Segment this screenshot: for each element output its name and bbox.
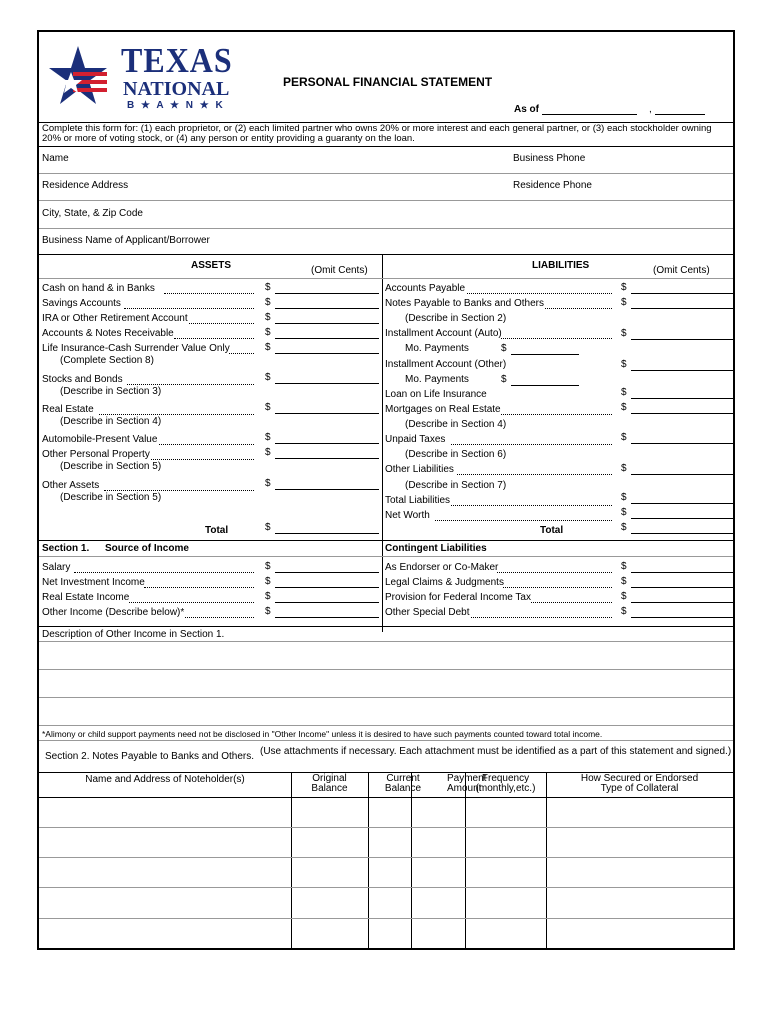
installment-other-field[interactable] <box>631 370 733 371</box>
col-current-l1: Current <box>386 773 420 784</box>
salary-field[interactable] <box>275 572 379 573</box>
col-payment-l1: Payment <box>447 773 487 784</box>
dollar-sign: $ <box>621 328 627 339</box>
col-original-l1: Original <box>312 773 347 784</box>
dollar-sign: $ <box>621 606 627 617</box>
logo-bank: B ★ A ★ N ★ K <box>127 100 225 111</box>
section1-heading: Section 1. <box>42 543 90 554</box>
asset-stocks: Stocks and Bonds <box>42 374 123 385</box>
automobile-amount-field[interactable] <box>275 443 379 444</box>
liab-accounts-payable: Accounts Payable <box>385 283 466 294</box>
dollar-sign: $ <box>265 342 271 353</box>
section1-title: Source of Income <box>105 543 189 554</box>
unpaid-taxes-field[interactable] <box>631 443 733 444</box>
dollar-sign: $ <box>621 359 627 370</box>
investment-income-field[interactable] <box>275 587 379 588</box>
liab-notes-sub: (Describe in Section 2) <box>405 313 507 324</box>
liab-other-liabilities: Other Liabilities <box>385 464 454 475</box>
notes-payable-table-rows[interactable] <box>39 798 733 948</box>
savings-amount-field[interactable] <box>275 308 379 309</box>
asset-personal-property-sub: (Describe in Section 5) <box>60 461 162 472</box>
dollar-sign: $ <box>501 374 507 385</box>
liab-other-mo-payments: Mo. Payments <box>405 374 469 385</box>
col-frequency-l2: (monthly,etc.) <box>475 783 536 794</box>
asset-receivable: Accounts & Notes Receivable <box>42 328 174 339</box>
dollar-sign: $ <box>265 312 271 323</box>
as-of-year-field[interactable] <box>655 114 705 115</box>
liab-other-sub: (Describe in Section 7) <box>405 480 507 491</box>
asset-other: Other Assets <box>42 480 100 491</box>
other-income-description-field[interactable] <box>39 642 733 725</box>
income-salary: Salary <box>42 562 71 573</box>
dollar-sign: $ <box>621 282 627 293</box>
contingent-endorser: As Endorser or Co-Maker <box>385 562 499 573</box>
logo-texas: TEXAS <box>121 40 233 80</box>
dollar-sign: $ <box>621 591 627 602</box>
dollar-sign: $ <box>621 507 627 518</box>
other-income-field[interactable] <box>275 617 379 618</box>
liab-unpaid-taxes: Unpaid Taxes <box>385 434 446 445</box>
name-label: Name <box>42 153 69 164</box>
real-estate-income-field[interactable] <box>275 602 379 603</box>
contingent-heading: Contingent Liabilities <box>385 543 487 554</box>
col-payment-l2: Amount <box>447 783 482 794</box>
legal-claims-field[interactable] <box>631 587 733 588</box>
asset-stocks-sub: (Describe in Section 3) <box>60 386 162 397</box>
residence-address-label: Residence Address <box>42 180 129 191</box>
dollar-sign: $ <box>265 591 271 602</box>
assets-total-label: Total <box>205 525 229 536</box>
liab-net-worth: Net Worth <box>385 510 430 521</box>
other-mo-payments-field[interactable] <box>511 385 579 386</box>
stocks-amount-field[interactable] <box>275 383 379 384</box>
section2-note: (Use attachments if necessary. Each attachment must be identified as a part of this statement and signed.) <box>260 746 732 757</box>
dollar-sign: $ <box>501 343 507 354</box>
dollar-sign: $ <box>265 606 271 617</box>
dollar-sign: $ <box>265 282 271 293</box>
col-frequency-l1: Frequency <box>481 773 530 784</box>
asset-cash: Cash on hand & in Banks <box>42 283 155 294</box>
col-collateral-l2: Type of Collateral <box>600 783 679 794</box>
asset-real-estate-sub: (Describe in Section 4) <box>60 416 162 427</box>
income-other: Other Income (Describe below)* <box>42 607 185 618</box>
contingent-special-debt: Other Special Debt <box>385 607 470 618</box>
col-current-balance <box>368 774 438 794</box>
federal-tax-field[interactable] <box>631 602 733 603</box>
business-name-label: Business Name of Applicant/Borrower <box>42 235 210 246</box>
financial-statement-form <box>37 30 735 950</box>
personal-property-amount-field[interactable] <box>275 458 379 459</box>
income-investment: Net Investment Income <box>42 577 145 588</box>
mortgages-field[interactable] <box>631 413 733 414</box>
instructions: Complete this form for: (1) each proprietor, or (2) each limited partner who owns 20% or more interest and each general partner, or (3) each stockholder owning 20% or more of voting stock, or (4) any person or entity providing a guaranty on the loan. <box>42 123 712 144</box>
city-state-zip-label: City, State, & Zip Code <box>42 208 143 219</box>
life-insurance-amount-field[interactable] <box>275 353 379 354</box>
dollar-sign: $ <box>621 492 627 503</box>
liab-mortgages-sub: (Describe in Section 4) <box>405 419 507 430</box>
other-assets-amount-field[interactable] <box>275 489 379 490</box>
dollar-sign: $ <box>265 297 271 308</box>
asset-other-sub: (Describe in Section 5) <box>60 492 162 503</box>
liab-unpaid-sub: (Describe in Section 6) <box>405 449 507 460</box>
asset-real-estate: Real Estate <box>42 404 94 415</box>
dollar-sign: $ <box>621 432 627 443</box>
as-of-date-field[interactable] <box>542 114 637 115</box>
loan-life-field[interactable] <box>631 398 733 399</box>
other-liabilities-field[interactable] <box>631 474 733 475</box>
liabilities-heading: LIABILITIES <box>532 260 590 271</box>
logo-national: NATIONAL <box>123 78 230 100</box>
business-phone-label: Business Phone <box>513 153 586 164</box>
col-collateral <box>546 774 733 794</box>
asset-automobile: Automobile-Present Value <box>42 434 158 445</box>
accounts-payable-field[interactable] <box>631 293 733 294</box>
residence-phone-label: Residence Phone <box>513 180 592 191</box>
dollar-sign: $ <box>265 402 271 413</box>
contingent-federal-tax: Provision for Federal Income Tax <box>385 592 531 603</box>
liabilities-total-field[interactable] <box>631 533 733 534</box>
net-worth-field[interactable] <box>631 518 733 519</box>
liab-auto-mo-payments: Mo. Payments <box>405 343 469 354</box>
dollar-sign: $ <box>621 297 627 308</box>
dollar-sign: $ <box>265 447 271 458</box>
dollar-sign: $ <box>265 478 271 489</box>
assets-total-field[interactable] <box>275 533 379 534</box>
special-debt-field[interactable] <box>631 617 733 618</box>
asset-ira: IRA or Other Retirement Account <box>42 313 188 324</box>
dollar-sign: $ <box>265 372 271 383</box>
dollar-sign: $ <box>621 387 627 398</box>
section2-heading: Section 2. Notes Payable to Banks and Others. <box>45 751 255 762</box>
asset-life-insurance: Life Insurance-Cash Surrender Value Only <box>42 343 230 354</box>
star-logo-icon <box>49 44 107 110</box>
asset-life-insurance-sub: (Complete Section 8) <box>60 355 154 366</box>
liab-loan-life: Loan on Life Insurance <box>385 389 487 400</box>
income-real-estate: Real Estate Income <box>42 592 130 603</box>
col-noteholder: Name and Address of Noteholder(s) <box>85 774 245 785</box>
total-liabilities-field[interactable] <box>631 503 733 504</box>
dollar-sign: $ <box>621 522 627 533</box>
dollar-sign: $ <box>265 561 271 572</box>
dollar-sign: $ <box>621 561 627 572</box>
contingent-legal: Legal Claims & Judgments <box>385 577 504 588</box>
col-collateral-l1: How Secured or Endorsed <box>580 773 699 784</box>
dollar-sign: $ <box>265 327 271 338</box>
dollar-sign: $ <box>265 576 271 587</box>
col-current-l2: Balance <box>384 783 422 794</box>
auto-mo-payments-field[interactable] <box>511 354 579 355</box>
col-original-balance <box>291 774 368 794</box>
liab-installment-auto: Installment Account (Auto) <box>385 328 502 339</box>
dollar-sign: $ <box>621 402 627 413</box>
col-original-l2: Balance <box>311 783 348 794</box>
liabilities-omit-cents: (Omit Cents) <box>653 265 710 276</box>
col-frequency <box>465 774 546 794</box>
cash-amount-field[interactable] <box>275 293 379 294</box>
assets-heading: ASSETS <box>191 260 232 271</box>
dollar-sign: $ <box>265 522 271 533</box>
liab-total-liabilities: Total Liabilities <box>385 495 451 506</box>
ira-amount-field[interactable] <box>275 323 379 324</box>
receivable-amount-field[interactable] <box>275 338 379 339</box>
liab-notes-payable: Notes Payable to Banks and Others <box>385 298 544 309</box>
real-estate-amount-field[interactable] <box>275 413 379 414</box>
dollar-sign: $ <box>621 576 627 587</box>
asset-personal-property: Other Personal Property <box>42 449 150 460</box>
liabilities-total-label: Total <box>540 525 564 536</box>
dollar-sign: $ <box>621 463 627 474</box>
alimony-note: *Alimony or child support payments need not be disclosed in "Other Income" unless it is desired to have such payments counted toward total income. <box>42 729 603 739</box>
page-title: PERSONAL FINANCIAL STATEMENT <box>283 75 493 89</box>
notes-payable-field[interactable] <box>631 308 733 309</box>
endorser-field[interactable] <box>631 572 733 573</box>
liab-installment-other: Installment Account (Other) <box>385 359 507 370</box>
as-of-label: As of <box>514 104 539 115</box>
liab-mortgages: Mortgages on Real Estate <box>385 404 501 415</box>
asset-savings: Savings Accounts <box>42 298 121 309</box>
installment-auto-field[interactable] <box>631 339 733 340</box>
as-of-comma: , <box>649 104 652 115</box>
dollar-sign: $ <box>265 432 271 443</box>
other-income-description-label: Description of Other Income in Section 1. <box>42 629 225 640</box>
assets-omit-cents: (Omit Cents) <box>311 265 368 276</box>
